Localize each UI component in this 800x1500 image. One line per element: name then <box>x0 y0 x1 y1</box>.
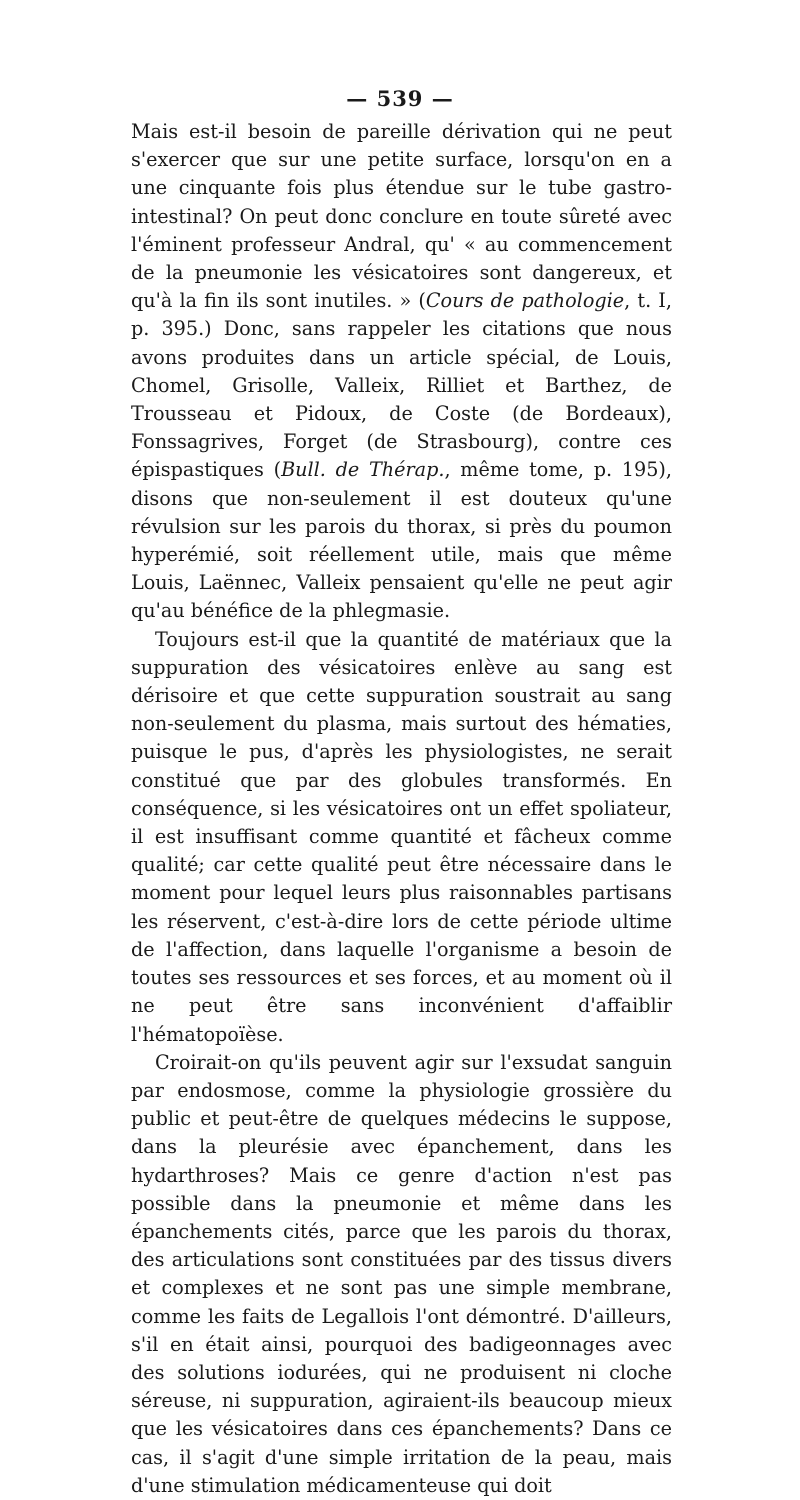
paragraph-1-text-c: , même tome, p. 195), disons que non-seulement il est douteux qu'une révulsion sur les parois du thorax, si près du poumon hyperémié, soit réellement utile, mais que même Louis, Laënnec, Valleix pensaient qu'elle ne peut agir qu'au bénéfice de la phlegmasie. <box>131 458 672 623</box>
paragraph-1-text-a: Mais est-il besoin de pareille dérivation qui ne peut s'exercer que sur une petite surface, lorsqu'on en a une cinquante fois plus étendue sur le tube gastro-intestinal? On peut donc conclure en toute sûreté avec l'éminent professeur Andral, qu' « au commencement de la pneumonie les vésicatoires sont dangereux, et qu'à la fin ils sont inutiles. » ( <box>131 120 672 313</box>
paragraph-1 <box>131 118 672 626</box>
paragraph-3: Croirait-on qu'ils peuvent agir sur l'exsudat sanguin par endosmose, comme la physiologie grossière du public et peut-être de quelques médecins le suppose, dans la pleurésie avec épanchement, dans les hydarthroses? Mais ce genre d'action n'est pas possible dans la pneumonie et même dans les épanchements cités, parce que les parois du thorax, des articulations sont constituées par des tissus divers et complexes et ne sont pas une simple membrane, comme les faits de Legallois l'ont démontré. D'ailleurs, s'il en était ainsi, pourquoi des badigeonnages avec des solutions iodurées, qui ne produisent ni cloche séreuse, ni suppuration, agiraient-ils beaucoup mieux que les vésicatoires dans ces épanchements? Dans ce cas, il s'agit d'une simple irritation de la peau, mais d'une stimulation médicamenteuse qui doit <box>131 1050 672 1497</box>
body-text <box>131 118 672 1500</box>
page-number: — 539 — <box>346 86 454 111</box>
paragraph-1-text-b: , t. I, p. 395.) Donc, sans rappeler les citations que nous avons produites dans un article spécial, de Louis, Chomel, Grisolle, Valleix, Rilliet et Barthez, de Trousseau et Pidoux, de Coste (de Bordeaux), Fonssagrives, Forget (de Strasbourg), contre ces épispastiques ( <box>131 289 672 482</box>
citation-bull-de-therap: Bull. de Thérap. <box>281 458 445 482</box>
citation-cours-de-pathologie: Cours de pathologie <box>425 289 625 313</box>
paragraph-2: Toujours est-il que la quantité de matériaux que la suppuration des vésicatoires enlève au sang est dérisoire et que cette suppuration soustrait au sang non-seulement du plasma, mais surtout des hématies, puisque le pus, d'après les physiologistes, ne serait constitué que par des globules transformés. En conséquence, si les vésicatoires ont un effet spoliateur, il est insuffisant comme quantité et fâcheux comme qualité; car cette qualité peut être nécessaire dans le moment pour lequel leurs plus raisonnables partisans les réservent, c'est-à-dire lors de cette période ultime de l'affection, dans laquelle l'organisme a besoin de toutes ses ressources et ses forces, et au moment où il ne peut être sans inconvénient d'affaiblir l'hématopoïèse. <box>131 627 672 1046</box>
